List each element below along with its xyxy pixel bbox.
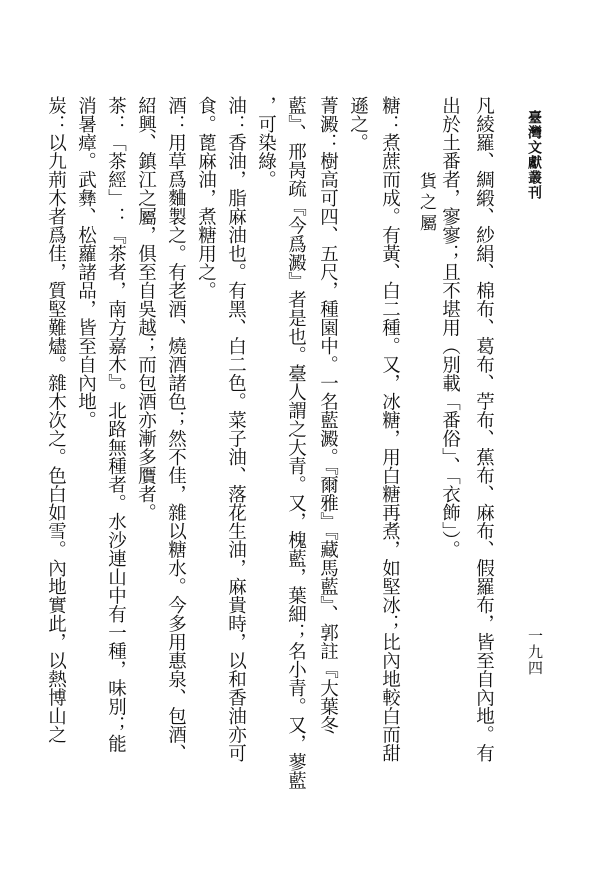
text-column: 紹興、鎮江之屬，俱至自吳越；而包酒亦漸多贋者。 xyxy=(135,96,157,522)
text-column: 炭：以九荊木者爲佳，質堅難燼。雜木次之。色白如雪。內地實此，以熱博山之 xyxy=(45,96,67,744)
text-column: 糖：煮蔗而成。有黃、白二種。又，冰糖，用白糖再煮，如堅冰；比內地較白而甜 xyxy=(379,96,401,762)
section-heading: 貨之屬 xyxy=(416,172,436,235)
text-column: ，可染綠。 xyxy=(255,96,277,189)
text-column: 茶：「茶經」：『茶者，南方嘉木』。北路無種者。水沙連山中有一種，味別；能 xyxy=(105,96,127,753)
text-column: 藍』、邢昺疏『今爲澱』者是也。臺人謂之大青。又，槐藍，葉細；名小青。又，蓼藍 xyxy=(285,96,307,790)
text-column: 食。蓖麻油，煮糖用之。 xyxy=(195,96,217,300)
text-column: 出於土番者，寥寥；且不堪用（別載「番俗」、「衣飾」）。 xyxy=(439,96,461,559)
text-column: 遜之。 xyxy=(347,96,369,152)
text-column: 酒：用草爲麯製之。有老酒、燒酒諸色；然不佳，雜以糖水。今多用惠泉、包酒、 xyxy=(165,96,187,762)
text-column: 菁澱：樹高可四、五尺，種園中。一名藍澱。『爾雅』『藏馬藍』、郭註『大葉冬 xyxy=(317,96,339,735)
page-number: 一九四 xyxy=(526,628,544,676)
running-header-title: 臺灣文獻叢刊 xyxy=(526,110,542,200)
text-column: 凡綾羅、綢緞、紗絹、棉布、葛布、苧布、蕉布、麻布、假羅布，皆至自內地。有 xyxy=(473,96,495,762)
text-column: 消暑瘴。武彝、松蘿諸品，皆至自內地。 xyxy=(75,96,97,429)
text-column: 油：香油，脂麻油也。有黑、白二色。菜子油、落花生油，麻貴時，以和香油亦可 xyxy=(225,96,247,762)
